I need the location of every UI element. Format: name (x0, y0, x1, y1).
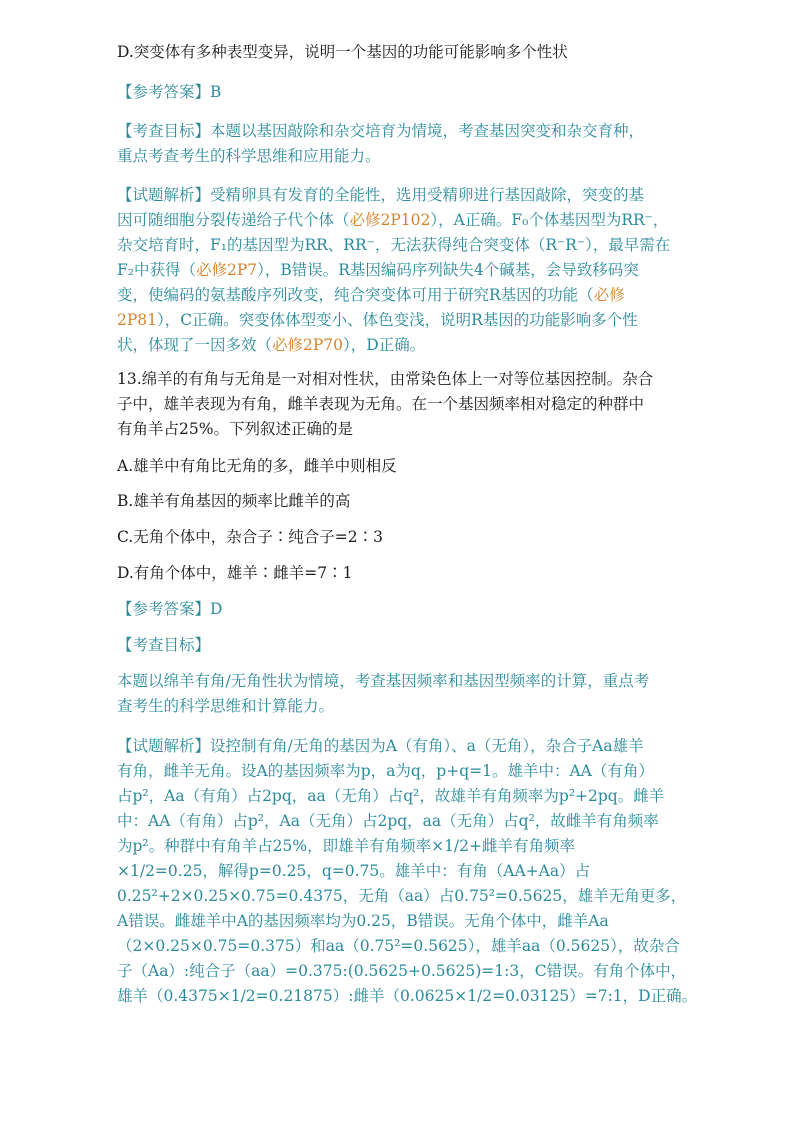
q13-option-a: A.雄羊中有角比无角的多，雌羊中则相反 (117, 457, 397, 475)
q13-analysis (117, 734, 697, 1009)
analysis-text: 为p²。种群中有角羊占25%，即雄羊有角频率×1/2+雌羊有角频率 (117, 837, 576, 855)
analysis-line (117, 984, 697, 1009)
stem-line: 子中，雄羊表现为有角，雌羊表现为无角。在一个基因频率相对稳定的种群中 (117, 395, 645, 413)
analysis-text: 设控制有角/无角的基因为A（有角）、a（无角），杂合子Aa雄羊 (210, 737, 644, 755)
analysis-line (117, 934, 697, 959)
analysis-line (117, 884, 697, 909)
analysis-text: 子（Aa）:纯合子（aa）=0.375:(0.5625+0.5625)=1:3，C错误。有角个体中， (117, 962, 687, 980)
analysis-text: 受精卵具有发育的全能性，选用受精卵进行基因敲除，突变的基 (210, 186, 645, 204)
answer-value: D (210, 600, 223, 618)
textbook-reference: 必修 (593, 286, 625, 304)
analysis-text: 雄羊（0.4375×1/2=0.21875）:雌羊（0.0625×1/2=0.03125）=7:1，D正确。 (117, 987, 698, 1005)
textbook-reference: 2P81 (117, 311, 158, 329)
analysis-text: 中：AA（有角）占p²，Aa（无角）占2pq，aa（无角）占q²，故雌羊有角频率 (117, 812, 659, 830)
q12-analysis (117, 183, 697, 358)
answer-label: 【参考答案】 (117, 600, 211, 618)
textbook-reference: 必修2P70 (272, 336, 344, 354)
analysis-line (117, 333, 697, 358)
analysis-line (117, 283, 697, 308)
analysis-line (117, 959, 697, 984)
analysis-line (117, 233, 697, 258)
analysis-text: ），B错误。R基因编码序列缺失4个碱基，会导致移码突 (257, 261, 639, 279)
textbook-reference: 必修2P102 (349, 211, 431, 229)
q12-option-d: D.突变体有多种表型变异，说明一个基因的功能可能影响多个性状 (117, 43, 568, 61)
q12-goal (117, 119, 697, 169)
analysis-text: F₂中获得（ (117, 261, 196, 279)
analysis-line (117, 834, 697, 859)
analysis-text: 因可随细胞分裂传递给子代个体（ (117, 211, 350, 229)
analysis-label: 【试题解析】 (117, 737, 211, 755)
analysis-text: （2×0.25×0.75=0.375）和aa（0.75²=0.5625），雄羊aa（0.5625），故杂合 (117, 937, 680, 955)
analysis-line (117, 308, 697, 333)
q13-option-d: D.有角个体中，雄羊∶雌羊=7∶1 (117, 564, 353, 582)
answer-value: B (210, 83, 222, 101)
analysis-line (117, 759, 697, 784)
analysis-text: 状，体现了一因多效（ (117, 336, 273, 354)
analysis-line (117, 909, 697, 934)
analysis-line (117, 734, 697, 759)
analysis-text: ×1/2=0.25，解得p=0.25，q=0.75。雄羊中：有角（AA+Aa）占 (117, 862, 591, 880)
q13-goal-label: 【考查目标】 (117, 636, 211, 654)
analysis-line (117, 859, 697, 884)
analysis-line (117, 784, 697, 809)
goal-text: 本题以基因敲除和杂交培育为情境，考查基因突变和杂交育种， (210, 122, 645, 140)
analysis-text: 0.25²+2×0.25×0.75=0.4375，无角（aa）占0.75²=0.5625，雄羊无角更多， (117, 887, 687, 905)
analysis-label: 【试题解析】 (117, 186, 211, 204)
analysis-text: ），C正确。突变体体型变小、体色变浅，说明R基因的功能影响多个性 (157, 311, 638, 329)
goal-line (117, 119, 697, 144)
stem-line: 13.绵羊的有角与无角是一对相对性状，由常染色体上一对等位基因控制。杂合 (117, 370, 654, 388)
analysis-line (117, 183, 697, 208)
goal-label: 【考查目标】 (117, 122, 211, 140)
stem-line: 有角羊占25%。下列叙述正确的是 (117, 420, 353, 438)
goal-line: 重点考查考生的科学思维和应用能力。 (117, 147, 381, 165)
textbook-reference: 必修2P7 (195, 261, 258, 279)
analysis-text: 变，使编码的氨基酸序列改变，纯合突变体可用于研究R基因的功能（ (117, 286, 594, 304)
analysis-text: 有角，雌羊无角。设A的基因频率为p，a为q，p+q=1。雄羊中：AA（有角） (117, 762, 654, 780)
analysis-text: ），A正确。F₀个体基因型为RR⁻， (430, 211, 669, 229)
analysis-text: 占p²，Aa（有角）占2pq，aa（无角）占q²，故雄羊有角频率为p²+2pq。雌羊 (117, 787, 665, 805)
goal-line: 查考生的科学思维和计算能力。 (117, 697, 335, 715)
q13-option-b: B.雄羊有角基因的频率比雌羊的高 (117, 492, 351, 510)
goal-line: 本题以绵羊有角/无角性状为情境，考查基因频率和基因型频率的计算，重点考 (117, 672, 650, 690)
analysis-line (117, 208, 697, 233)
q13-option-c: C.无角个体中，杂合子∶纯合子=2∶3 (117, 528, 383, 546)
analysis-line (117, 809, 697, 834)
q13-answer (117, 597, 222, 622)
analysis-line (117, 258, 697, 283)
analysis-text: A错误。雌雄羊中A的基因频率均为0.25，B错误。无角个体中，雌羊Aa (117, 912, 609, 930)
q13-stem (117, 367, 697, 442)
analysis-text: 杂交培育时，F₁的基因型为RR、RR⁻，无法获得纯合突变体（R⁻R⁻），最早需在 (117, 236, 671, 254)
analysis-text: ），D正确。 (343, 336, 426, 354)
q13-goal (117, 669, 697, 719)
q12-answer (117, 80, 221, 105)
answer-label: 【参考答案】 (117, 83, 211, 101)
